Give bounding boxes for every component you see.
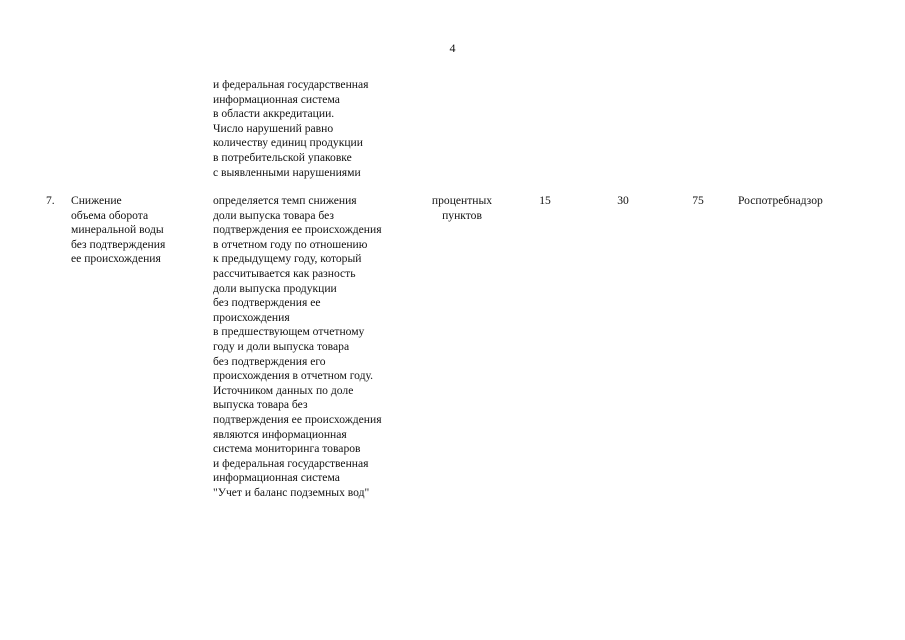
text-line: информационная система bbox=[213, 92, 340, 106]
text-line: система мониторинга товаров bbox=[213, 442, 361, 456]
text-line: происхождения bbox=[213, 310, 290, 324]
text-line: доли выпуска товара без bbox=[213, 208, 334, 222]
text-line: ее происхождения bbox=[71, 252, 161, 266]
text-line: "Учет и баланс подземных вод" bbox=[213, 485, 370, 499]
text-line: минеральной воды bbox=[71, 223, 164, 237]
responsible-agency-cell: Роспотребнадзор bbox=[738, 194, 823, 207]
text-line: Источником данных по доле bbox=[213, 383, 354, 397]
text-line: году и доли выпуска товара bbox=[213, 339, 350, 353]
text-line: доли выпуска продукции bbox=[213, 281, 337, 295]
text-line: информационная система bbox=[213, 471, 340, 485]
text-line: подтверждения ее происхождения bbox=[213, 223, 382, 237]
text-line: в области аккредитации. bbox=[213, 107, 335, 121]
text-line: выпуска товара без bbox=[213, 398, 308, 412]
text-line: рассчитывается как разность bbox=[213, 266, 356, 280]
value-cell-3: 75 bbox=[692, 194, 704, 207]
text-line: подтверждения ее происхождения bbox=[213, 412, 382, 426]
text-line: к предыдущему году, который bbox=[213, 252, 362, 266]
page-number: 4 bbox=[449, 41, 456, 55]
continued-description-cell bbox=[213, 78, 368, 180]
row-number: 7. bbox=[46, 194, 55, 207]
text-line: в отчетном году по отношению bbox=[213, 237, 368, 251]
text-line: без подтверждения bbox=[71, 237, 166, 251]
text-line: объема оборота bbox=[71, 208, 149, 222]
text-line: и федеральная государственная bbox=[213, 456, 369, 470]
text-line: без подтверждения ее bbox=[213, 296, 321, 310]
text-line: происхождения в отчетном году. bbox=[213, 369, 374, 383]
text-line: процентных bbox=[431, 194, 493, 207]
methodology-description-cell bbox=[213, 194, 382, 500]
value-cell-2: 30 bbox=[617, 194, 629, 207]
unit-cell bbox=[412, 194, 512, 223]
text-line: Снижение bbox=[71, 194, 122, 207]
text-line: в потребительской упаковке bbox=[213, 150, 352, 164]
text-line: в предшествующем отчетному bbox=[213, 325, 365, 339]
text-line: и федеральная государственная bbox=[213, 78, 369, 91]
text-line: с выявленными нарушениями bbox=[213, 165, 361, 179]
text-line: количеству единиц продукции bbox=[213, 136, 363, 150]
indicator-name-cell bbox=[71, 194, 165, 267]
text-line: Число нарушений равно bbox=[213, 121, 334, 135]
text-line: пунктов bbox=[442, 208, 482, 222]
text-line: являются информационная bbox=[213, 427, 347, 441]
text-line: определяется темп снижения bbox=[213, 194, 357, 207]
text-line: без подтверждения его bbox=[213, 354, 326, 368]
value-cell-1: 15 bbox=[539, 194, 551, 207]
